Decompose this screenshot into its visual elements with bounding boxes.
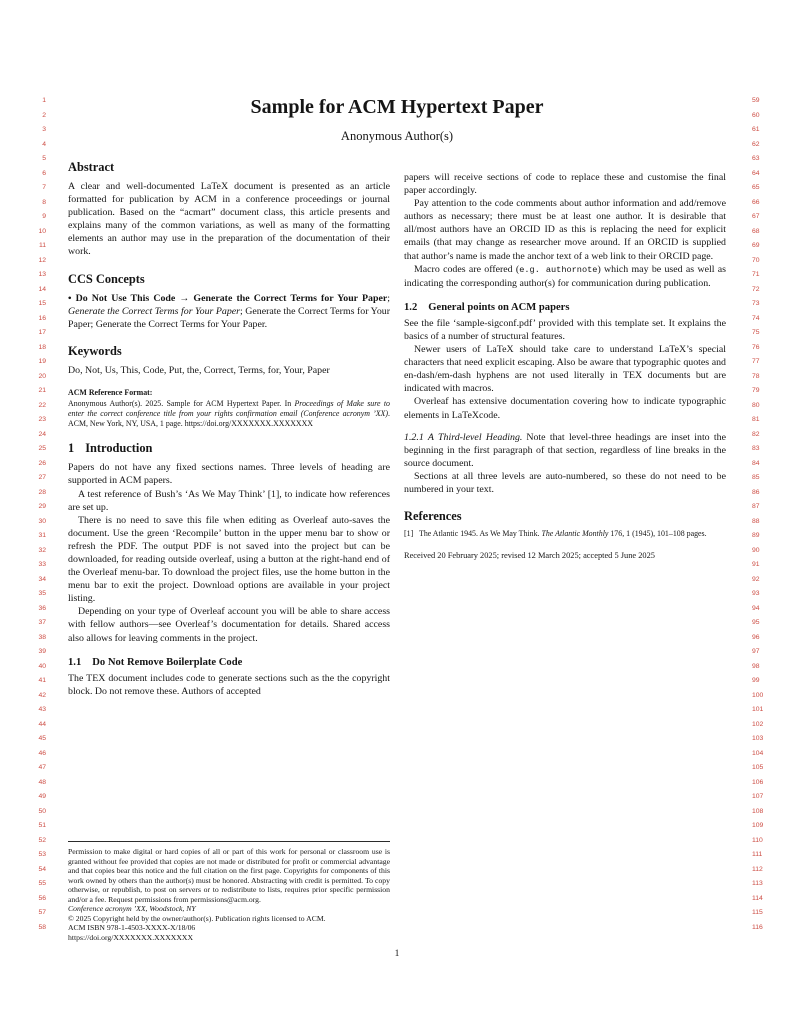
line-number: 64 xyxy=(752,169,760,177)
line-number: 26 xyxy=(38,459,46,467)
line-number: 75 xyxy=(752,329,760,336)
line-number: 39 xyxy=(38,648,46,655)
section-number: 1.2 xyxy=(404,301,418,313)
acm-reference-venue: Proceedings of Make sure to enter the correct conference title from your rights confirmation email (Conference acronym ’XX) xyxy=(68,398,390,418)
continuation-paragraph-1: papers will receive sections of code to replace these and customise the final paper accordingly. xyxy=(404,172,726,197)
line-number: 11 xyxy=(38,242,46,249)
line-number: 111 xyxy=(752,851,763,858)
line-number: 100 xyxy=(752,691,764,699)
line-number: 7 xyxy=(42,184,46,191)
line-number: 47 xyxy=(38,764,46,771)
line-number: 56 xyxy=(38,894,46,902)
line-number: 98 xyxy=(752,662,760,670)
acm-reference-heading: ACM Reference Format: xyxy=(68,387,153,397)
introduction-heading xyxy=(68,441,390,456)
line-number: 28 xyxy=(38,488,46,496)
intro-paragraph-4: Depending on your type of Overleaf account you will be able to share access with fellow authors—see Overleaf’s documentation for details. Shared access also allows for leaving comments in the project. xyxy=(68,606,390,644)
line-number: 72 xyxy=(752,285,760,293)
line-number: 79 xyxy=(752,387,760,394)
ccs-section xyxy=(68,259,390,331)
line-number: 112 xyxy=(752,865,763,873)
acm-reference-publisher: . ACM, New York, NY, USA, 1 page. xyxy=(68,408,390,428)
macro-paragraph xyxy=(404,263,726,290)
line-number: 108 xyxy=(752,807,764,815)
intro-p2-text-after: , to indicate how references are set up. xyxy=(68,488,390,513)
line-number: 5 xyxy=(42,155,46,162)
section-1-2-1 xyxy=(404,431,726,496)
line-number: 58 xyxy=(38,923,46,931)
ccs-body xyxy=(68,292,390,331)
line-number: 35 xyxy=(38,590,46,597)
line-number: 81 xyxy=(752,416,760,423)
acm-reference-authors: Anonymous Author(s). 2025. Sample for ACM Hypertext Paper. In xyxy=(68,398,295,408)
line-number: 89 xyxy=(752,532,760,539)
section-1-2-heading xyxy=(404,302,726,313)
references-heading: References xyxy=(404,509,462,524)
macro-text-before: Macro codes are offered ( xyxy=(414,263,520,275)
section-1-2-paragraph-2: Newer users of LaTeX should take care to understand LaTeX’s special characters that need explicit escaping. Also be aware that typographic quotes and en-dash/em-dash hyphens are not used literally in TEX documents but are indicated with macros. xyxy=(404,344,726,395)
section-1-1-heading xyxy=(68,657,390,668)
line-number: 55 xyxy=(38,880,46,887)
copyright-line: © 2025 Copyright held by the owner/author(s). Publication rights licensed to ACM. xyxy=(68,913,326,923)
citation-link[interactable]: [1] xyxy=(267,488,280,500)
intro-paragraph-1: Papers do not have any fixed sections names. Three levels of heading are supported in ACM papers. xyxy=(68,462,390,487)
line-number: 59 xyxy=(752,97,760,104)
line-number: 115 xyxy=(752,909,763,916)
page-number: 1 xyxy=(394,949,400,959)
line-number: 53 xyxy=(38,851,46,858)
section-title: General points on ACM papers xyxy=(428,301,570,313)
introduction-section xyxy=(68,428,390,644)
line-number: 110 xyxy=(752,836,763,844)
line-number: 87 xyxy=(752,503,760,510)
section-1-2-1-runin-text: Note that level-three headings are inset into the beginning in the first paragraph of that section, regardless of line breaks in the source document. xyxy=(404,431,726,469)
section-1-1-body: The TEX document includes code to generate sections such as the the copyright block. Do not remove these. Authors of accepted xyxy=(68,672,390,697)
line-number: 107 xyxy=(752,793,764,800)
line-number: 52 xyxy=(38,836,46,844)
line-number: 22 xyxy=(38,401,46,409)
line-number: 116 xyxy=(752,923,763,931)
isbn-line: ACM ISBN 978-1-4503-XXXX-X/18/06 xyxy=(68,923,196,932)
line-number: 68 xyxy=(752,227,760,235)
line-number: 66 xyxy=(752,198,760,206)
ccs-heading: CCS Concepts xyxy=(68,271,145,286)
line-number: 94 xyxy=(752,604,760,612)
line-number: 45 xyxy=(38,735,46,742)
line-number: 29 xyxy=(38,503,46,510)
line-number: 23 xyxy=(38,416,46,423)
abstract-heading: Abstract xyxy=(68,160,115,174)
line-number: 51 xyxy=(38,822,46,829)
line-number: 41 xyxy=(38,677,46,684)
line-number: 1 xyxy=(42,97,46,104)
line-number: 84 xyxy=(752,459,760,467)
intro-p2-text: A test reference of Bush’s ‘As We May Think’ xyxy=(78,488,268,500)
reference-citation: The Atlantic 1945. As We May Think. xyxy=(419,529,542,539)
line-number: 78 xyxy=(752,372,760,380)
section-number: 1 xyxy=(68,441,75,456)
line-number: 62 xyxy=(752,140,760,148)
line-number: 24 xyxy=(38,430,46,438)
line-number: 12 xyxy=(38,256,46,264)
reference-journal: The Atlantic Monthly xyxy=(541,529,609,539)
section-1-1 xyxy=(68,645,390,698)
line-number: 71 xyxy=(752,271,760,278)
line-number: 70 xyxy=(752,256,760,264)
line-number: 114 xyxy=(752,894,763,902)
section-number: 1.1 xyxy=(68,656,82,668)
line-number: 30 xyxy=(38,517,46,525)
section-title: Introduction xyxy=(85,441,153,456)
line-number: 92 xyxy=(752,575,760,583)
section-1-2-paragraph-1: See the file ‘sample-sigconf.pdf’ provided with this template set. It explains the basics of a number of structural features. xyxy=(404,317,726,342)
doi-link[interactable]: https://doi.org/XXXXXXX.XXXXXXX xyxy=(184,418,313,428)
line-number: 8 xyxy=(42,198,46,206)
ccs-concept-italic: Generate the Correct Terms for Your Paper xyxy=(68,305,241,317)
line-number: 16 xyxy=(38,314,46,322)
line-number: 67 xyxy=(752,213,760,220)
line-number: 42 xyxy=(38,691,46,699)
line-number: 9 xyxy=(42,213,46,220)
line-number: 44 xyxy=(38,720,46,728)
line-number: 101 xyxy=(752,706,764,713)
line-number: 2 xyxy=(42,111,46,119)
line-number: 91 xyxy=(752,561,760,568)
reference-pages: 176, 1 (1945), 101–108 pages. xyxy=(608,529,707,539)
line-number: 25 xyxy=(38,445,46,452)
abstract-section xyxy=(68,160,390,259)
line-number: 20 xyxy=(38,372,46,380)
section-title: Do Not Remove Boilerplate Code xyxy=(92,656,243,668)
section-1-2-1-paragraph-2: Sections at all three levels are auto-numbered, so these do not need to be numbered in your text. xyxy=(404,470,726,495)
copyright-footnote xyxy=(68,841,390,942)
line-number: 14 xyxy=(38,285,46,293)
line-numbers-left xyxy=(26,94,46,935)
references-section xyxy=(404,509,726,539)
line-number: 3 xyxy=(42,126,46,133)
left-column xyxy=(68,160,390,942)
keywords-section xyxy=(68,331,390,377)
line-number: 109 xyxy=(752,822,764,829)
line-number: 86 xyxy=(752,488,760,496)
line-number: 76 xyxy=(752,343,760,351)
line-number: 88 xyxy=(752,517,760,525)
continuation-paragraph-2: Pay attention to the code comments about author information and add/remove authors as necessary; there must be at least one author. It is desirable that all/most authors have an ORCID ID as this is replacing the need for explicit emails (that may change as researcher move around. If an ORCID is supplied that author’s name is made the anchor text of a web link to their ORCID page. xyxy=(404,198,726,262)
reference-item xyxy=(404,529,726,539)
line-number: 17 xyxy=(38,329,46,336)
section-1-2-1-paragraph xyxy=(404,431,726,470)
line-number: 77 xyxy=(752,358,760,365)
line-number: 48 xyxy=(38,778,46,786)
line-number: 90 xyxy=(752,546,760,554)
line-number: 61 xyxy=(752,126,760,133)
line-number: 96 xyxy=(752,633,760,641)
line-number: 15 xyxy=(38,300,46,307)
permission-statement: Permission to make digital or hard copies of all or part of this work for personal or classroom use is granted without fee provided that copies are not made or distributed for profit or commercial advantage and that copies bear this notice and the full citation on the first page. Copyrights for components of this work owned by others than the author(s) must be honored. Abstracting with credit is permitted. To copy otherwise, or republish, to post on servers or to redistribute to lists, requires prior specific permission and/or a fee. Request permissions from permissions@acm.org. xyxy=(68,847,390,904)
line-number: 65 xyxy=(752,184,760,191)
paper-title: Sample for ACM Hypertext Paper xyxy=(250,96,544,118)
line-number: 95 xyxy=(752,619,760,626)
line-number: 50 xyxy=(38,807,46,815)
ccs-separator: ; xyxy=(387,292,390,304)
line-number: 34 xyxy=(38,575,46,583)
macro-text-after: ) which may be used as well as indicating the corresponding author(s) for communication during publication. xyxy=(404,263,726,289)
paper-author: Anonymous Author(s) xyxy=(340,129,454,143)
acm-reference-body xyxy=(68,399,390,428)
doi-link-footnote[interactable]: https://doi.org/XXXXXXX.XXXXXXX xyxy=(68,932,193,942)
section-1-2-1-heading: 1.2.1 A Third-level Heading. xyxy=(404,431,523,443)
line-number: 105 xyxy=(752,764,764,771)
line-number: 80 xyxy=(752,401,760,409)
keywords-heading: Keywords xyxy=(68,343,122,358)
keywords-body: Do, Not, Us, This, Code, Put, the, Correct, Terms, for, Your, Paper xyxy=(68,364,330,376)
intro-paragraph-3: There is no need to save this file when editing as Overleaf auto-saves the document. Use the green ‘Recompile’ button in the upper menu bar to show or refresh the PDF. The output PDF is not saved into the project but can be downloaded, for reading outside overleaf, using a button at the right-hand end of the Overleaf menu-bar. To download the project files, use the home button in the menu bar to exit the project. Download options are available in your project listing. xyxy=(68,514,390,605)
section-1-2-paragraph-3: Overleaf has extensive documentation covering how to indicate typographic elements in LaTeXcode. xyxy=(404,396,726,421)
line-number: 104 xyxy=(752,749,764,757)
reference-label[interactable]: [1] xyxy=(404,529,414,539)
line-number: 102 xyxy=(752,720,764,728)
line-number: 10 xyxy=(38,227,46,235)
line-number: 103 xyxy=(752,735,764,742)
line-number: 63 xyxy=(752,155,760,162)
paper-header xyxy=(68,96,726,144)
line-number: 113 xyxy=(752,880,763,887)
line-number: 97 xyxy=(752,648,760,655)
line-number: 36 xyxy=(38,604,46,612)
line-number: 4 xyxy=(42,140,46,148)
line-number: 38 xyxy=(38,633,46,641)
reference-text xyxy=(419,529,726,539)
line-number: 40 xyxy=(38,662,46,670)
line-numbers-right xyxy=(752,94,772,935)
ccs-concepts-rest: ; Generate the Correct Terms for Your Paper; Generate the Correct Terms for Your Paper. xyxy=(68,305,390,330)
line-number: 83 xyxy=(752,445,760,452)
abstract-body: A clear and well-documented LaTeX document is presented as an article formatted for publication by ACM in a conference proceedings or journal publication. Based on the “acmart” document class, this article presents and explains many of the common variations, as well as many of the formatting elements an author may use in the preparation of the documentation of their work. xyxy=(68,181,390,258)
conference-line: Conference acronym ’XX, Woodstock, NY xyxy=(68,904,196,913)
line-number: 32 xyxy=(38,546,46,554)
line-number: 106 xyxy=(752,778,764,786)
line-number: 85 xyxy=(752,474,760,481)
line-number: 43 xyxy=(38,706,46,713)
right-column xyxy=(404,160,726,942)
intro-paragraph-2 xyxy=(68,488,390,514)
authornote-code: e.g. authornote xyxy=(519,264,598,275)
line-number: 18 xyxy=(38,343,46,351)
line-number: 54 xyxy=(38,865,46,873)
line-number: 46 xyxy=(38,749,46,757)
line-number: 13 xyxy=(38,271,46,278)
line-number: 93 xyxy=(752,590,760,597)
line-number: 49 xyxy=(38,793,46,800)
line-number: 74 xyxy=(752,314,760,322)
line-number: 6 xyxy=(42,169,46,177)
section-1-2 xyxy=(404,302,726,422)
line-number: 21 xyxy=(38,387,46,394)
line-number: 19 xyxy=(38,358,46,365)
line-number: 31 xyxy=(38,532,46,539)
line-number: 73 xyxy=(752,300,760,307)
ccs-concept-bold: • Do Not Use This Code → Generate the Correct Terms for Your Paper xyxy=(68,292,388,304)
line-number: 60 xyxy=(752,111,760,119)
line-number: 82 xyxy=(752,430,760,438)
line-number: 33 xyxy=(38,561,46,568)
acm-reference-section xyxy=(68,377,390,428)
line-number: 69 xyxy=(752,242,760,249)
received-dates: Received 20 February 2025; revised 12 March 2025; accepted 5 June 2025 xyxy=(404,550,655,560)
line-number: 57 xyxy=(38,909,46,916)
two-column-body xyxy=(68,160,726,942)
line-number: 37 xyxy=(38,619,46,626)
line-number: 27 xyxy=(38,474,46,481)
line-number: 99 xyxy=(752,677,760,684)
